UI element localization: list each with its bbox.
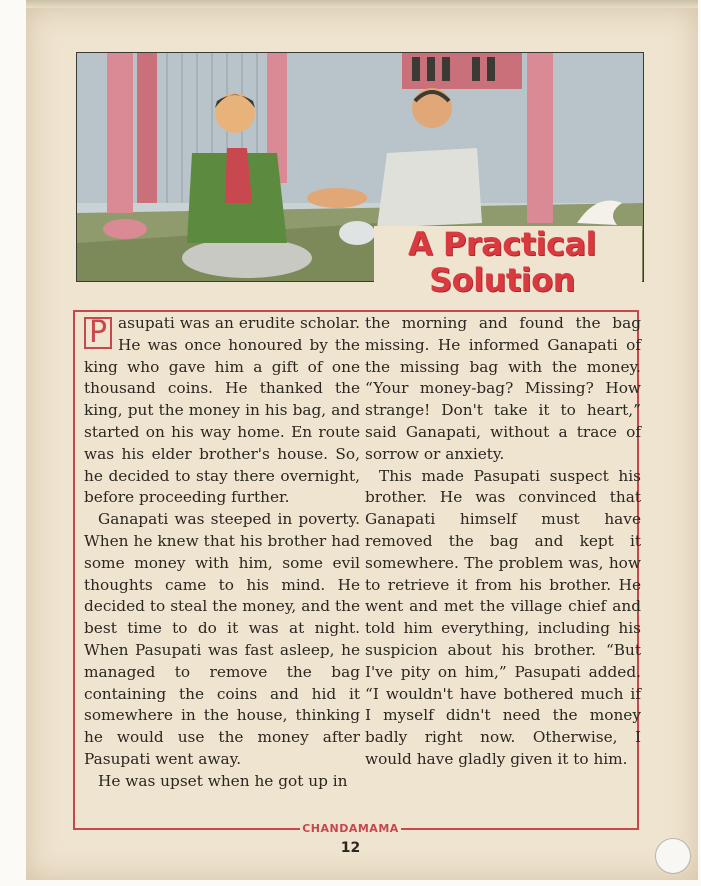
story-title <box>394 226 610 298</box>
paragraph: the morning and found the bag missing. He informed Ganapati of the missing bag with the money. “Your money-bag? Missing? How strange! Don't take it to heart,” said Ganapati, without a trace of sorrow or anxiety. <box>365 314 641 463</box>
paragraph: This made Pasupati suspect his brother. He was convinced that Ganapati himself must have removed the bag and kept it somewhere. The problem was, how to retrieve it from his brother. He went and met the village chief and told him everything, including his suspicion about his brother. “But I've pity on him,” Pasupati added. “I wouldn't have bothered much if I myself didn't need the money badly right now. Otherwise, I would have gladly given it to him. <box>365 466 641 768</box>
left-column <box>84 313 360 793</box>
paragraph: asupati was an erudite scholar. He was once honoured by the king who gave him a gift of one thousand coins. He thanked the king, put the money in his bag, and started on his way home. En route was his elder brother's house. So, he decided to stay there overnight, before proceeding further. <box>84 314 360 507</box>
paragraph: He was upset when he got up in <box>98 771 348 790</box>
library-seal-icon <box>655 838 691 874</box>
title-line-1: A Practical <box>408 225 596 263</box>
paragraph: Ganapati was steeped in poverty. When he knew that his brother had some money with him, some evil thoughts came to his mind. He decided to steal the money, and the best time to do it was at night. When Pasupati was fast asleep, he managed to remove the bag containing the coins and hid it somewhere in the house, thinking he would use the money after Pasupati went away. <box>84 510 360 768</box>
title-line-2: Solution <box>429 261 575 299</box>
magazine-name <box>0 822 701 835</box>
magazine-name-text: CHANDAMAMA <box>302 822 399 835</box>
page-number: 12 <box>340 840 361 856</box>
right-column <box>365 313 641 771</box>
drop-cap: P <box>84 317 112 349</box>
